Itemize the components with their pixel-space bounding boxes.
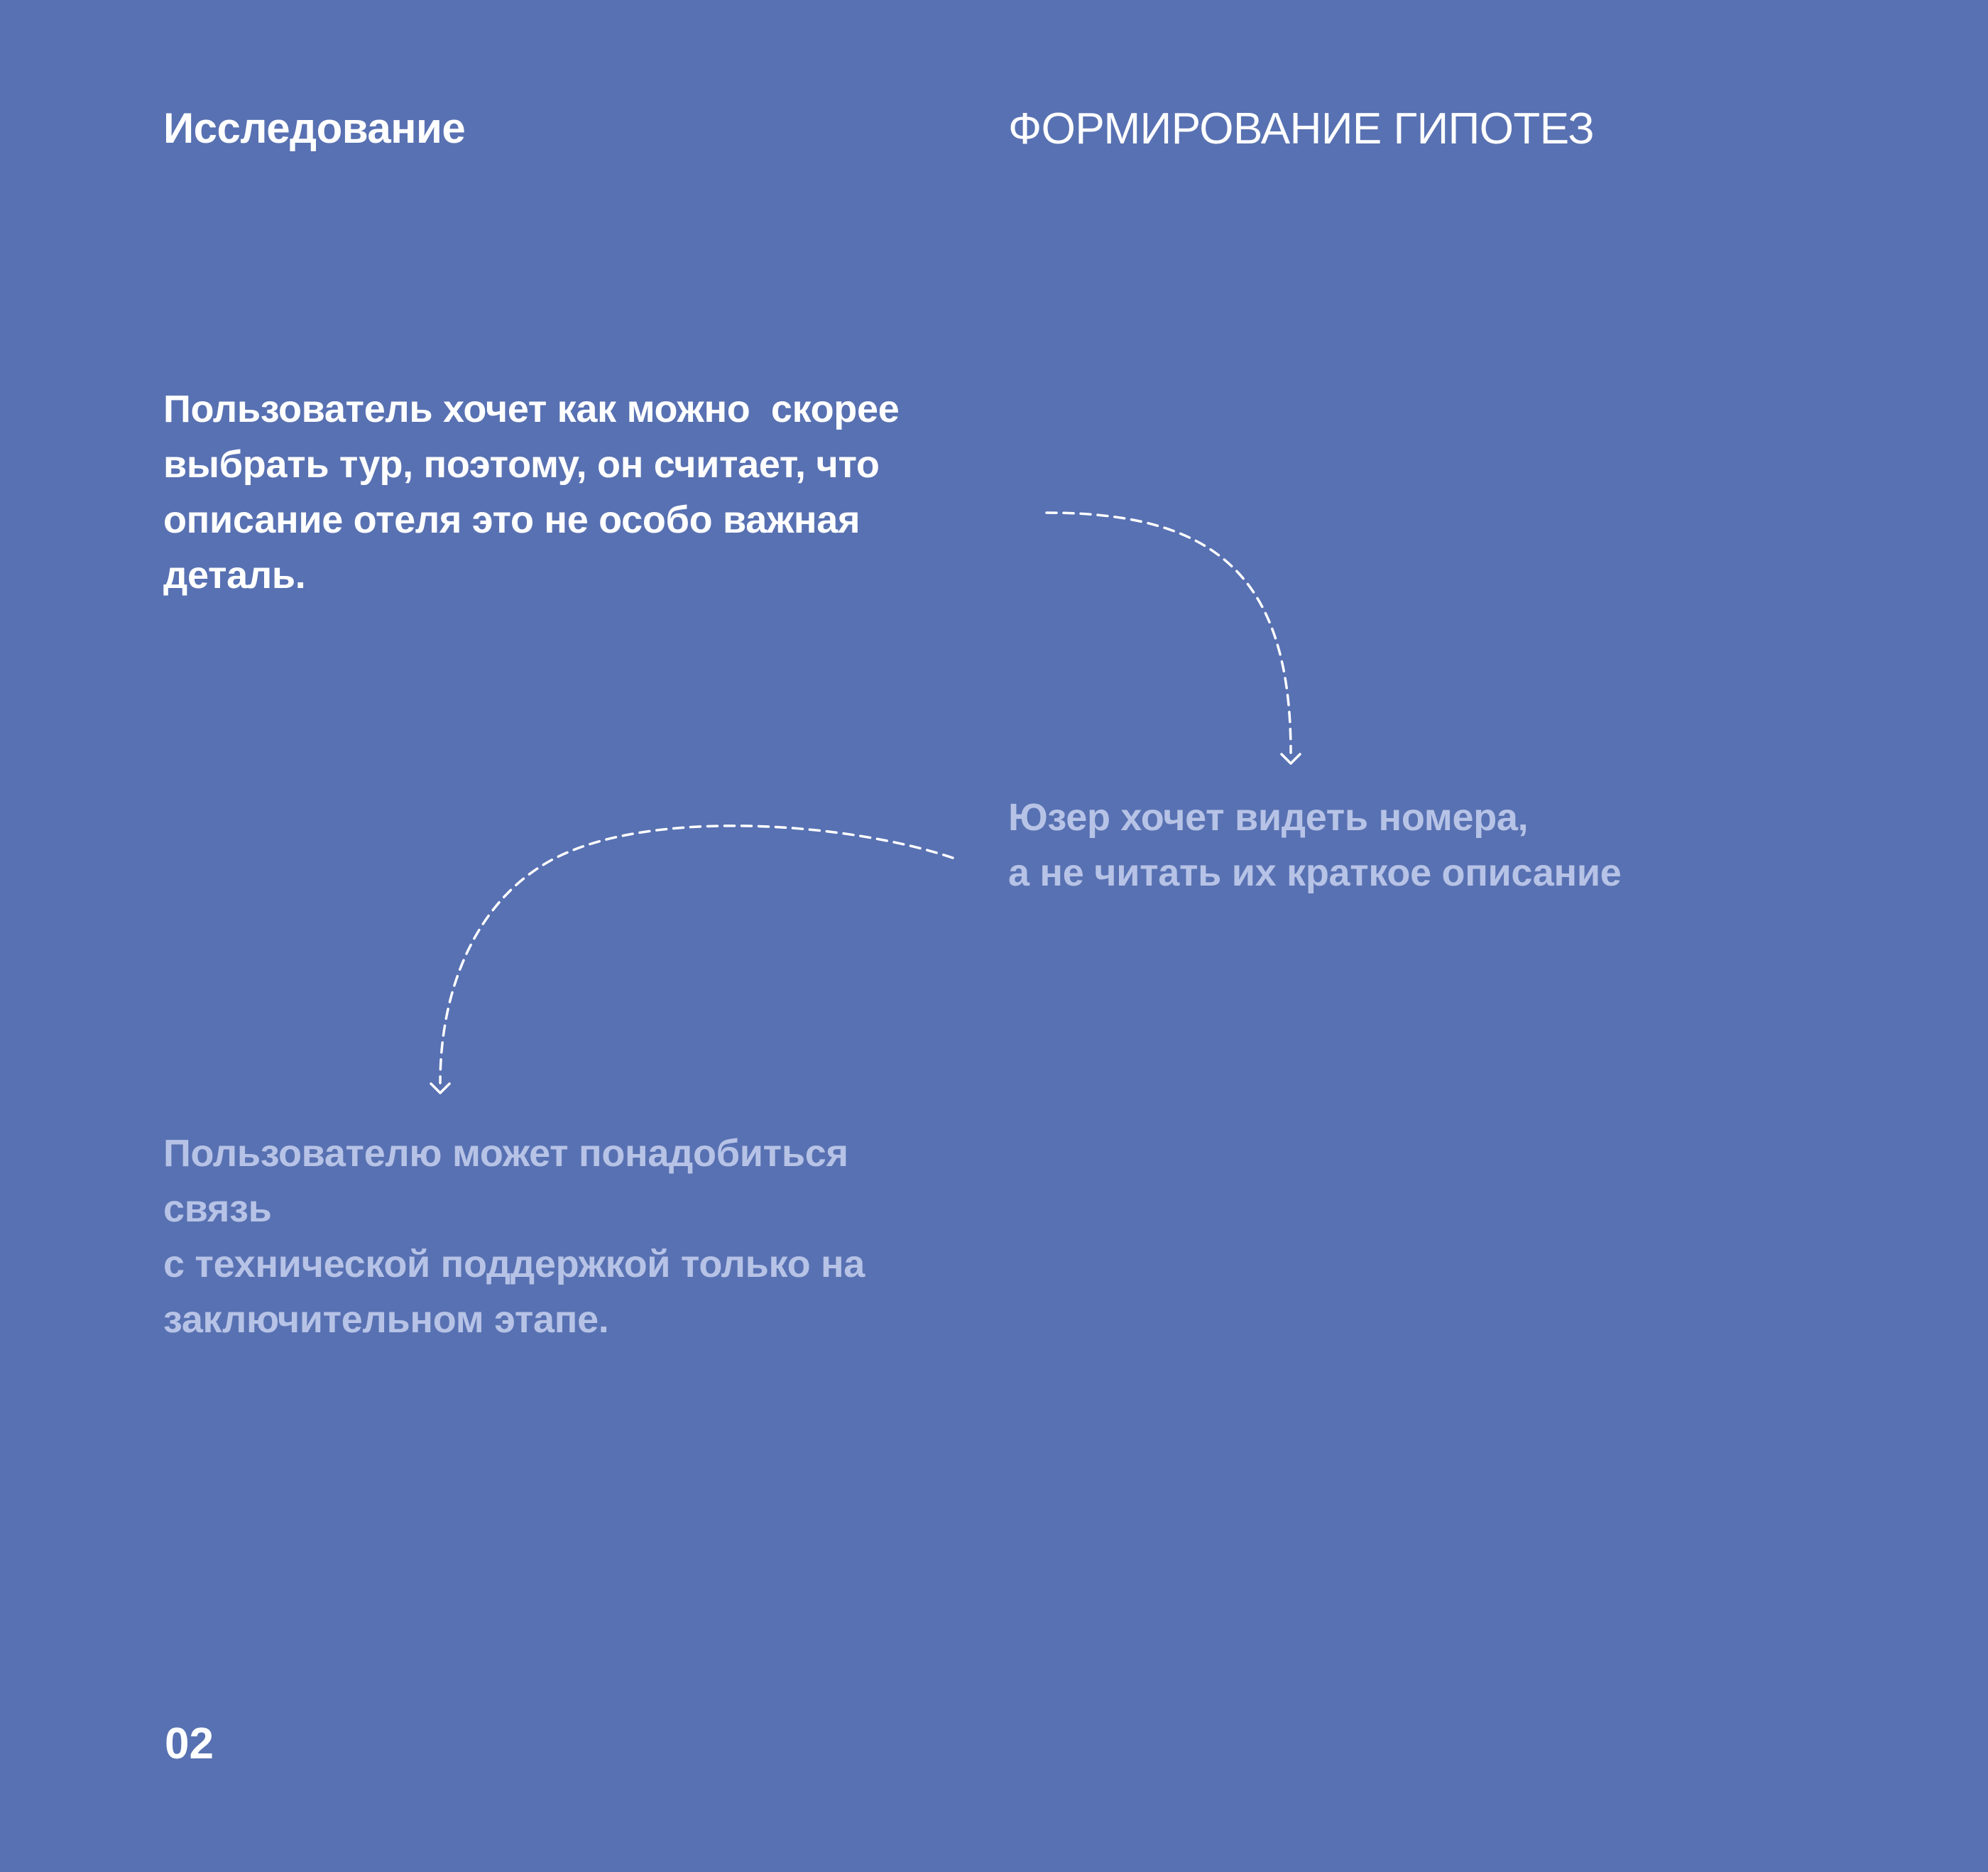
page-number: 02: [165, 1719, 214, 1768]
insight-line: описание отеля это не особо важная: [163, 499, 861, 541]
hypothesis-line: связь: [163, 1187, 272, 1230]
insight-line: деталь.: [163, 554, 306, 597]
hypothesis-rooms: [1008, 790, 1621, 900]
dashed-arrow-to-hypothesis-rooms: [1047, 513, 1291, 753]
arrow-head-down-icon: [1282, 754, 1300, 763]
hypothesis-line: с технической поддержкой только на: [163, 1243, 865, 1285]
hypothesis-line: Юзер хочет видеть номера,: [1008, 796, 1529, 839]
insight-line: выбрать тур, поэтому, он считает, что: [163, 443, 880, 486]
stage-title: ФОРМИРОВАНИЕ ГИПОТЕЗ: [1008, 104, 1595, 153]
section-label: Исследование: [163, 104, 466, 152]
hypothesis-support: [163, 1126, 865, 1347]
hypothesis-line: а не читать их краткое описание: [1008, 851, 1622, 894]
hypothesis-line: Пользователю может понадобиться: [163, 1132, 848, 1175]
dashed-arrow-to-hypothesis-support: [440, 826, 953, 1083]
arrow-head-down-icon: [431, 1084, 449, 1093]
hypothesis-line: заключительном этапе.: [163, 1298, 609, 1341]
insight-line: Пользователь хочет как можно скорее: [163, 388, 900, 430]
insight-text: [163, 381, 899, 603]
